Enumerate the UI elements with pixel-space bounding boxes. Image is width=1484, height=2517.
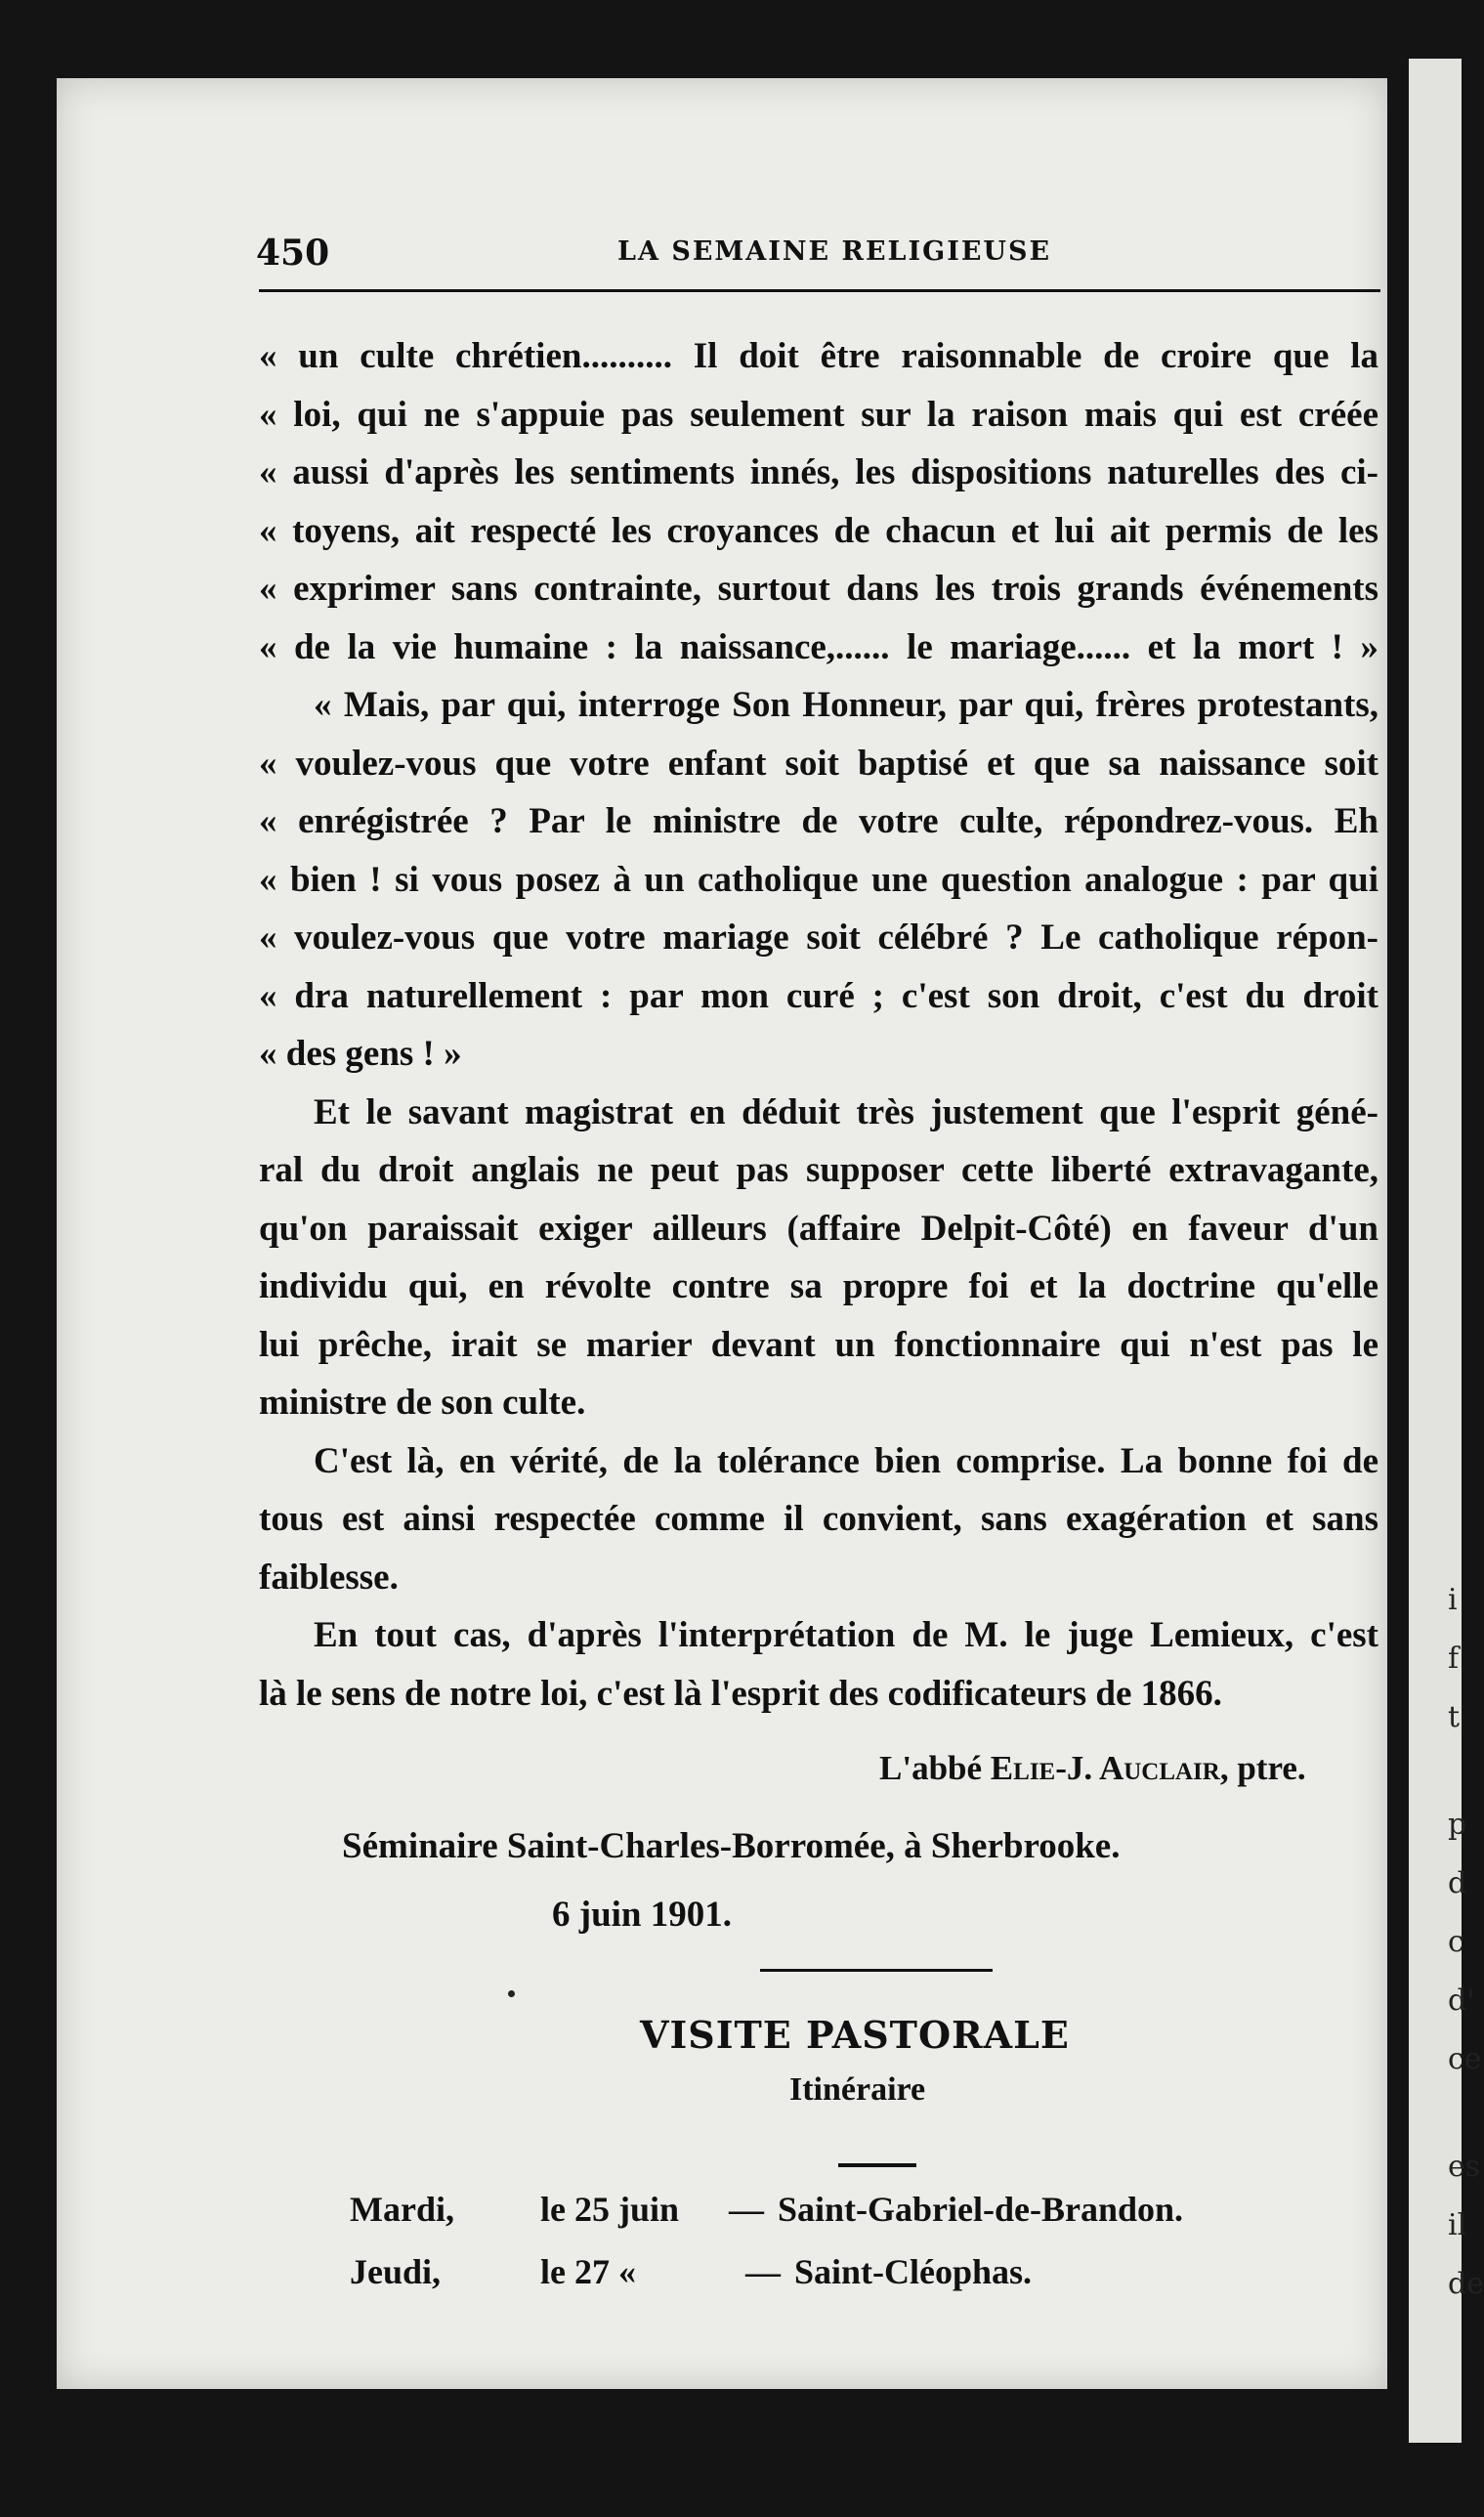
- signature-suffix: , ptre.: [1219, 1749, 1306, 1787]
- body-line: ral du droit anglais ne peut pas supposer cette liberté extravagante,: [259, 1150, 1378, 1190]
- signature-prefix: L'abbé: [879, 1749, 991, 1787]
- dateline-date: 6 juin 1901.: [552, 1895, 733, 1935]
- adjacent-page-fragment: t: [1448, 1700, 1461, 1734]
- signature-name: Elie-J. Auclair: [990, 1749, 1220, 1787]
- body-line: individu qui, en révolte contre sa propre foi et la doctrine qu'elle: [259, 1266, 1378, 1306]
- body-line: « toyens, ait respecté les croyances de chacun et lui ait permis de les: [259, 510, 1378, 551]
- body-line: « enrégistrée ? Par le ministre de votre culte, répondrez-vous. Eh: [259, 801, 1378, 841]
- adjacent-page-fragment: d': [1448, 1984, 1475, 2018]
- adjacent-page-fragment: il: [1448, 2208, 1467, 2242]
- section-title: VISITE PASTORALE: [640, 2013, 1070, 2057]
- body-line: « aussi d'après les sentiments innés, les dispositions naturelles des ci-: [259, 452, 1378, 492]
- body-line: En tout cas, d'après l'interprétation de M. le juge Lemieux, c'est: [314, 1615, 1378, 1655]
- body-line: « voulez-vous que votre mariage soit célébré ? Le catholique répon-: [259, 917, 1378, 958]
- adjacent-page-edge: [1409, 59, 1484, 2443]
- body-line: « exprimer sans contrainte, surtout dans les trois grands événements: [259, 569, 1378, 609]
- author-signature: [879, 1749, 1306, 1788]
- header-rule: [259, 289, 1380, 292]
- page-header: [256, 233, 1376, 291]
- section-subtitle: Itinéraire: [789, 2071, 926, 2108]
- adjacent-page-fragment: d: [1448, 1866, 1467, 1900]
- body-line: ministre de son culte.: [259, 1383, 586, 1423]
- adjacent-page-fragment: es: [1448, 2150, 1481, 2184]
- body-line: « bien ! si vous posez à un catholique une question analogue : par qui: [259, 859, 1378, 900]
- body-line: « voulez-vous que votre enfant soit baptisé et que sa naissance soit: [259, 743, 1378, 784]
- print-speck: [508, 1990, 515, 1997]
- body-line: « loi, qui ne s'appuie pas seulement sur la raison mais qui est créée: [259, 394, 1378, 435]
- adjacent-page-fragment: f: [1448, 1642, 1460, 1676]
- body-line: « Mais, par qui, interroge Son Honneur, par qui, frères protestants,: [314, 685, 1378, 725]
- article-body: [259, 327, 1378, 1723]
- body-line: « un culte chrétien.......... Il doit être raisonnable de croire que la: [259, 336, 1378, 376]
- itinerary-day: Mardi,: [350, 2190, 454, 2229]
- body-line: « de la vie humaine : la naissance,...... le mariage...... et la mort ! »: [259, 626, 1378, 667]
- itinerary-day: Jeudi,: [350, 2252, 442, 2291]
- itinerary-dash: —: [745, 2252, 781, 2291]
- itinerary-dash: —: [729, 2190, 764, 2229]
- body-line: lui prêche, irait se marier devant un fonctionnaire qui n'est pas le: [259, 1324, 1378, 1365]
- page-number: 450: [256, 233, 330, 274]
- adjacent-page-fragment: ce: [1448, 2042, 1482, 2076]
- running-title: LA SEMAINE RELIGIEUSE: [617, 236, 1052, 267]
- adjacent-page-fragment: p: [1448, 1808, 1467, 1842]
- body-line: faiblesse.: [259, 1557, 399, 1598]
- adjacent-page-fragment: c: [1448, 1925, 1464, 1959]
- body-line: C'est là, en vérité, de la tolérance bien comprise. La bonne foi de: [314, 1440, 1378, 1481]
- adjacent-page-fragment: de: [1448, 2267, 1484, 2301]
- body-line: « dra naturellement : par mon curé ; c'est son droit, c'est du droit: [259, 975, 1378, 1016]
- itinerary-date: le 25 juin: [540, 2190, 680, 2229]
- body-line: « des gens ! »: [259, 1034, 462, 1074]
- itinerary-date: le 27 «: [540, 2252, 636, 2291]
- body-line: qu'on paraissait exiger ailleurs (affaire Delpit-Côté) en faveur d'un: [259, 1208, 1378, 1249]
- body-line: tous est ainsi respectée comme il convient, sans exagération et sans: [259, 1499, 1378, 1539]
- section-divider: [760, 1969, 993, 1972]
- subtitle-divider: [838, 2163, 916, 2167]
- itinerary-place: Saint-Cléophas.: [794, 2252, 1033, 2291]
- adjacent-page-fragment: i: [1448, 1583, 1458, 1617]
- body-line: là le sens de notre loi, c'est là l'esprit des codificateurs de 1866.: [259, 1673, 1222, 1714]
- body-line: Et le savant magistrat en déduit très justement que l'esprit géné-: [314, 1091, 1378, 1132]
- dateline-place: Séminaire Saint-Charles-Borromée, à Sherbrooke.: [342, 1826, 1121, 1866]
- itinerary-place: Saint-Gabriel-de-Brandon.: [778, 2190, 1184, 2229]
